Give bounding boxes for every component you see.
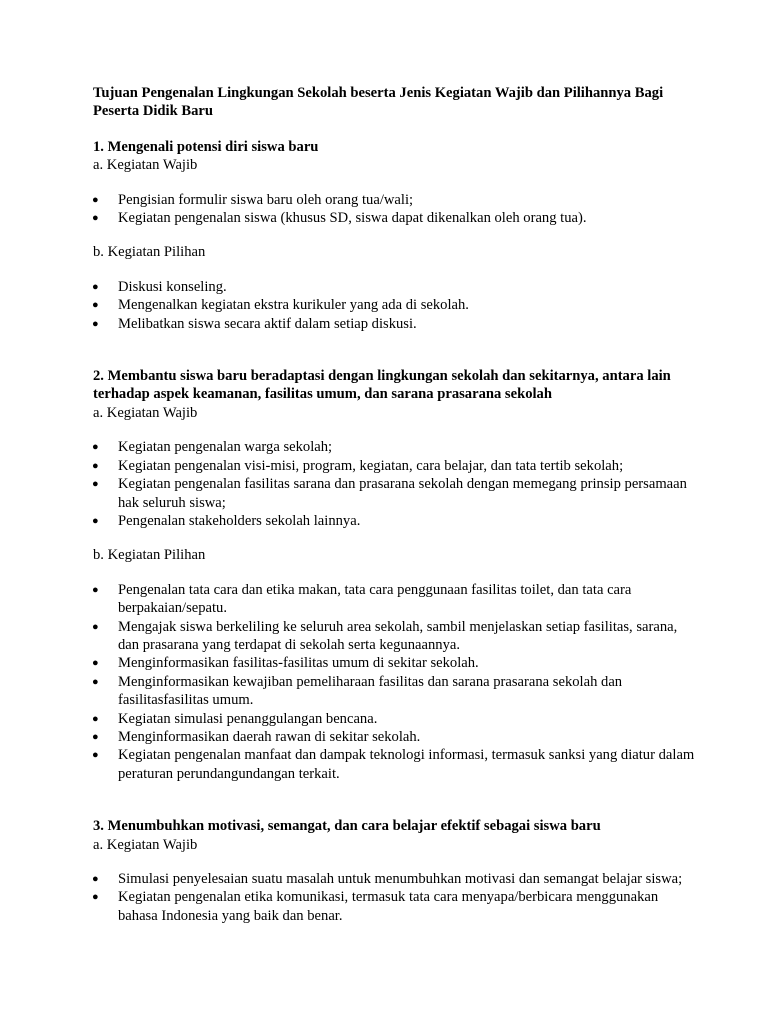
bullet-icon: ●: [92, 675, 99, 688]
list-item: ● Menginformasikan daerah rawan di sekitar sekolah.: [92, 728, 421, 745]
list-item: ● Simulasi penyelesaian suatu masalah untuk menumbuhkan motivasi dan semangat belajar siswa;: [92, 871, 683, 887]
list-item: ● Pengenalan tata cara dan etika makan, tata cara penggunaan fasilitas toilet, dan tata cara berpakaian/sepatu.: [92, 581, 632, 617]
pilihan-list: [93, 581, 698, 783]
list-item: ● Kegiatan pengenalan siswa (khusus SD, siswa dapat dikenalkan oleh orang tua).: [92, 210, 587, 227]
list-item: ● Menginformasikan fasilitas-fasilitas umum di sekitar sekolah.: [92, 655, 479, 672]
section-heading: 2. Membantu siswa baru beradaptasi dengan lingkungan sekolah dan sekitarnya, antara lain terhadap aspek keamanan, fasilitas umum, dan sarana prasarana sekolah: [93, 368, 671, 403]
list-item: ● Mengajak siswa berkeliling ke seluruh area sekolah, sambil menjelaskan setiap fasilitas, sarana, dan prasarana yang terdapat di sekolah serta kegunaannya.: [92, 618, 678, 653]
wajib-label: a. Kegiatan Wajib: [93, 836, 198, 853]
bullet-icon: ●: [92, 459, 99, 472]
bullet-icon: ●: [92, 317, 99, 330]
pilihan-label: b. Kegiatan Pilihan: [93, 244, 206, 261]
list-item: ● Diskusi konseling.: [92, 278, 227, 295]
bullet-icon: ●: [92, 730, 99, 743]
bullet-icon: ●: [92, 441, 99, 454]
list-item: ● Menginformasikan kewajiban pemeliharaan fasilitas dan sarana prasarana sekolah dan fasilitasfasilitas umum.: [92, 673, 623, 709]
wajib-list: [93, 438, 698, 530]
bullet-icon: ●: [92, 299, 99, 312]
bullet-icon: ●: [92, 193, 99, 206]
list-item: ● Kegiatan pengenalan manfaat dan dampak teknologi informasi, termasuk sanksi yang diatur dalam peraturan perundangundangan terkait.: [92, 747, 695, 782]
list-item: ● Pengenalan stakeholders sekolah lainnya.: [92, 512, 361, 529]
bullet-icon: ●: [92, 749, 99, 762]
list-item: ● Kegiatan pengenalan etika komunikasi, termasuk tata cara menyapa/berbicara menggunakan bahasa Indonesia yang baik dan benar.: [92, 889, 659, 924]
wajib-label: a. Kegiatan Wajib: [93, 157, 198, 174]
bullet-icon: ●: [92, 620, 99, 633]
list-item: ● Kegiatan pengenalan fasilitas sarana dan prasarana sekolah dengan memegang prinsip persamaan hak seluruh siswa;: [92, 476, 687, 511]
list-item: ● Kegiatan simulasi penanggulangan bencana.: [92, 710, 378, 727]
wajib-list: [93, 191, 698, 228]
section-heading: 3. Menumbuhkan motivasi, semangat, dan cara belajar efektif sebagai siswa baru: [93, 818, 601, 835]
bullet-icon: ●: [92, 583, 99, 596]
wajib-label: a. Kegiatan Wajib: [93, 404, 198, 421]
bullet-icon: ●: [92, 212, 99, 225]
list-item: ● Pengisian formulir siswa baru oleh orang tua/wali;: [92, 191, 414, 208]
bullet-icon: ●: [92, 873, 99, 885]
section-heading: 1. Mengenali potensi diri siswa baru: [93, 138, 319, 155]
wajib-list: [93, 870, 698, 925]
bullet-icon: ●: [92, 478, 99, 491]
list-item: ● Melibatkan siswa secara aktif dalam setiap diskusi.: [92, 315, 417, 332]
list-item: ● Kegiatan pengenalan visi-misi, program, kegiatan, cara belajar, dan tata tertib sekolah;: [92, 457, 624, 474]
list-item: ● Mengenalkan kegiatan ekstra kurikuler yang ada di sekolah.: [92, 297, 469, 314]
section-1: [93, 138, 698, 333]
bullet-icon: ●: [92, 280, 99, 293]
pilihan-label: b. Kegiatan Pilihan: [93, 547, 206, 564]
section-3: [93, 817, 698, 925]
pilihan-list: [93, 278, 698, 333]
document-title: Tujuan Pengenalan Lingkungan Sekolah beserta Jenis Kegiatan Wajib dan Pilihannya Bagi Peserta Didik Baru: [93, 85, 664, 120]
bullet-icon: ●: [92, 514, 99, 527]
bullet-icon: ●: [92, 891, 99, 904]
bullet-icon: ●: [92, 712, 99, 725]
section-2: [93, 367, 698, 783]
bullet-icon: ●: [92, 657, 99, 670]
list-item: ● Kegiatan pengenalan warga sekolah;: [92, 439, 333, 456]
